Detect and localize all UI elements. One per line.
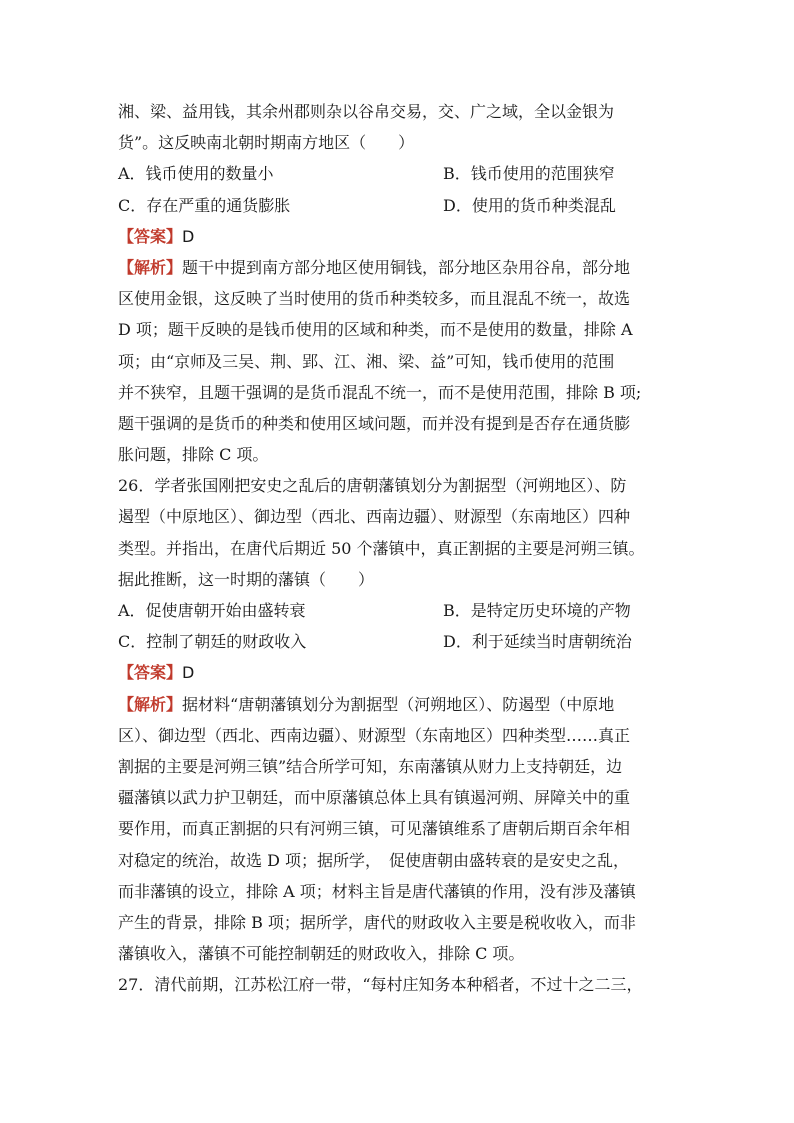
text-line: 题干强调的是货币的种类和使用区域问题，而并没有提到是否存在通货膨 <box>118 413 631 433</box>
answer-line <box>118 657 688 688</box>
question-stem: 据此推断，这一时期的藩镇（ ） <box>118 569 375 589</box>
options-row <box>118 626 688 657</box>
question-stem: 27．清代前期，江苏松江府一带，“每村庄知务本种稻者，不过十之二三， <box>118 975 643 995</box>
text-line: 藩镇收入，藩镇不可能控制朝廷的财政收入，排除 C 项。 <box>118 944 525 964</box>
option-b: B．是特定历史环境的产物 <box>443 601 631 620</box>
text-line: 疆藩镇以武力护卫朝廷，而中原藩镇总体上具有镇遏河朔、屏障关中的重 <box>118 788 631 808</box>
answer-value: D <box>182 663 195 683</box>
options-row <box>118 595 688 626</box>
analysis-line <box>118 252 688 283</box>
analysis-tag: 【解析】 <box>118 257 183 277</box>
text-line: D 项；题干反映的是钱币使用的区域和种类，而不是使用的数量，排除 A <box>118 320 633 340</box>
question-stem: 26．学者张国刚把安史之乱后的唐朝藩镇划分为割据型（河朔地区）、防 <box>118 476 627 496</box>
answer-line <box>118 221 688 252</box>
text-line: 胀问题，排除 C 项。 <box>118 445 269 465</box>
text-line: 割据的主要是河朔三镇”结合所学可知，东南藩镇从财力上支持朝廷，边 <box>118 756 623 776</box>
option-d: D．使用的货币种类混乱 <box>443 195 616 215</box>
answer-tag: 【答案】 <box>118 226 183 246</box>
text-line: 货”。这反映南北朝时期南方地区（ ） <box>118 133 415 153</box>
text-line: 要作用，而真正割据的只有河朔三镇，可见藩镇维系了唐朝后期百余年相 <box>118 819 631 839</box>
text-line: 湘、梁、益用钱，其余州郡则杂以谷帛交易，交、广之域，全以金银为 <box>118 102 615 121</box>
analysis-tag: 【解析】 <box>118 694 183 714</box>
text-line: 而非藩镇的设立，排除 A 项；材料主旨是唐代藩镇的作用，没有涉及藩镇 <box>118 881 636 901</box>
analysis-text: 据材料“唐朝藩镇划分为割据型（河朔地区）、防遏型（中原地 <box>182 694 615 714</box>
question-stem: 遏型（中原地区）、御边型（西北、西南边疆）、财源型（东南地区）四种 <box>118 507 631 527</box>
analysis-text: 题干中提到南方部分地区使用铜钱，部分地区杂用谷帛，部分地 <box>182 257 631 277</box>
text-line: 项；由“京师及三吴、荆、郢、江、湘、梁、益”可知，钱币使用的范围 <box>118 351 615 371</box>
option-d: D．利于延续当时唐朝统治 <box>443 632 632 652</box>
options-row <box>118 158 688 189</box>
analysis-line <box>118 689 688 720</box>
answer-value: D <box>182 226 195 246</box>
option-c: C．控制了朝廷的财政收入 <box>118 632 307 652</box>
text-line: 区使用金银，这反映了当时使用的货币种类较多，而且混乱不统一，故选 <box>118 289 631 309</box>
options-row <box>118 190 688 221</box>
text-line: 对稳定的统治，故选 D 项；据所学， 促使唐朝由盛转衰的是安史之乱， <box>118 850 630 870</box>
text-line: 并不狭窄，且题干强调的是货币混乱不统一，而不是使用范围，排除 B 项; <box>118 382 642 402</box>
option-a: A．钱币使用的数量小 <box>118 164 274 184</box>
question-content <box>118 96 688 1000</box>
text-line: 区）、御边型（西北、西南边疆）、财源型（东南地区）四种类型……真正 <box>118 725 631 745</box>
option-c: C．存在严重的通货膨胀 <box>118 195 291 215</box>
option-b: B．钱币使用的范围狭窄 <box>443 164 615 184</box>
answer-tag: 【答案】 <box>118 663 183 683</box>
text-line: 产生的背景，排除 B 项；据所学，唐代的财政收入主要是税收收入，而非 <box>118 912 636 932</box>
option-a: A．促使唐朝开始由盛转衰 <box>118 601 306 620</box>
question-stem: 类型。并指出，在唐代后期近 50 个藩镇中，真正割据的主要是河朔三镇。 <box>118 538 645 558</box>
